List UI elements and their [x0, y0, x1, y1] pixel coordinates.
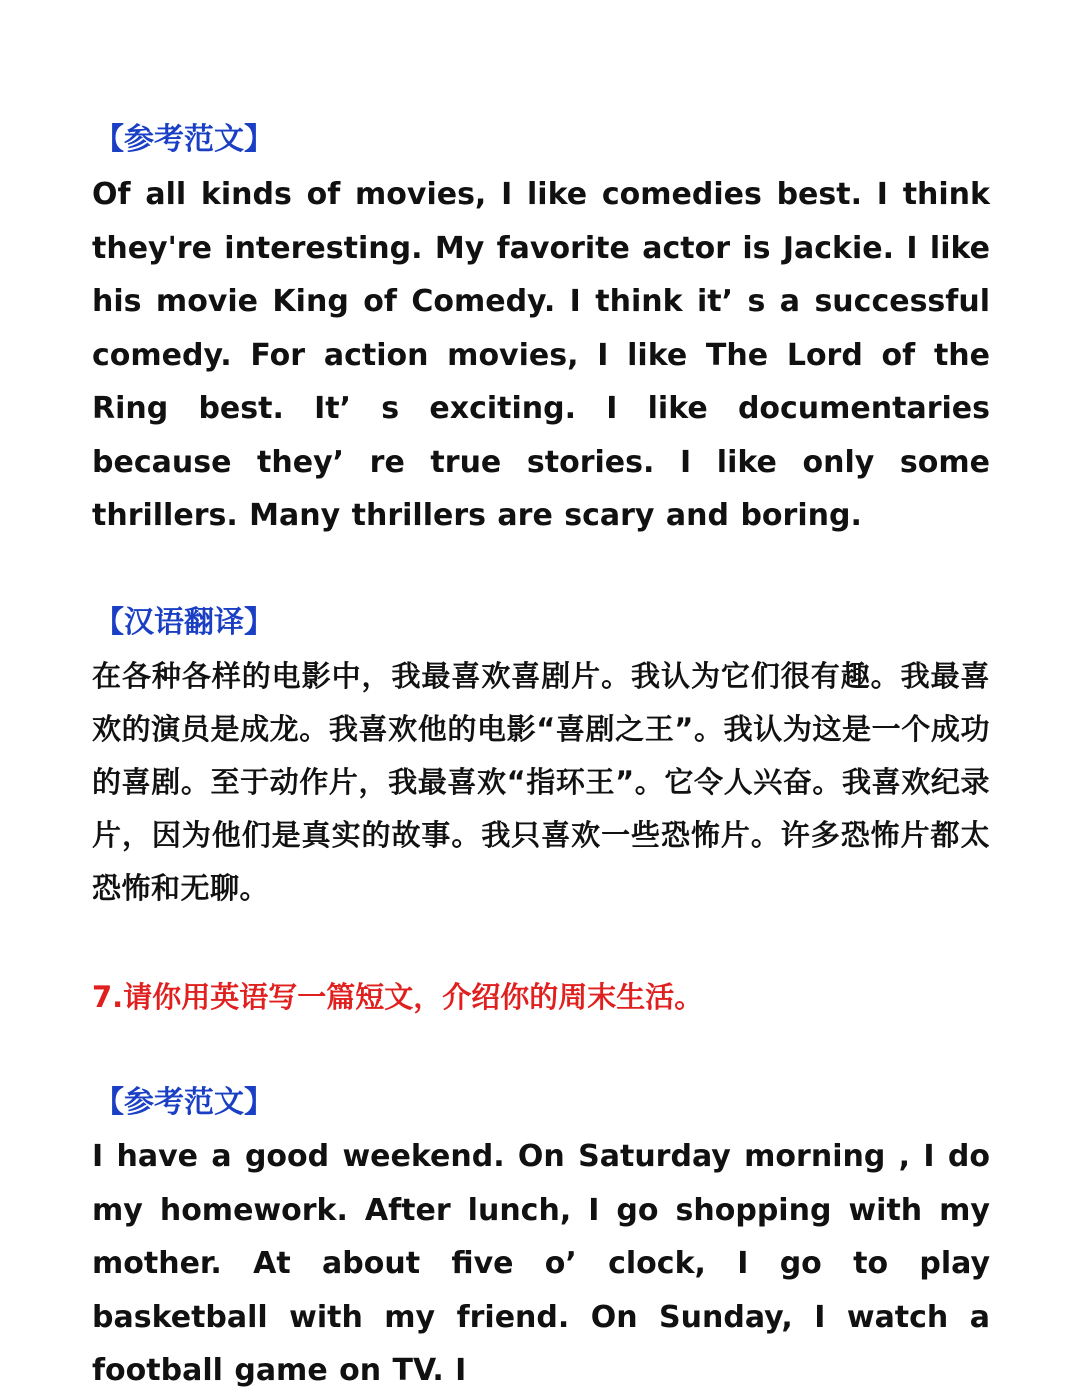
sample-essay-label-2: 【参考范文】 [94, 1085, 274, 1120]
sample-essay-text-2: I have a good weekend. On Saturday morning , I do my homework. After lunch, I go shopping with my mother. At about five o’ clock, I go to play basketball with my friend. On Sunday, I watch a football game on TV. I [92, 1139, 990, 1388]
sample-essay-text-1: Of all kinds of movies, I like comedies best. I think they're interesting. My favorite actor is Jackie. I like his movie King of Comedy. I think it’ s a successful comedy. For action movies, I like The Lord of the Ring best. It’ s exciting. I like documentaries because they’ re true stories. I like only some thrillers. Many thrillers are scary and boring. [92, 177, 990, 533]
translation-label: 【汉语翻译】 [94, 605, 274, 640]
question-7: 7.请你用英语写一篇短文，介绍你的周末生活。 [92, 980, 704, 1014]
translation-text: 在各种各样的电影中，我最喜欢喜剧片。我认为它们很有趣。我最喜欢的演员是成龙。我喜欢他的电影“喜剧之王”。我认为这是一个成功的喜剧。至于动作片，我最喜欢“指环王”。它令人兴奋。我喜欢纪录片，因为他们是真实的故事。我只喜欢一些恐怖片。许多恐怖片都太恐怖和无聊。 [92, 659, 990, 905]
sample-essay-label-1: 【参考范文】 [94, 122, 274, 157]
